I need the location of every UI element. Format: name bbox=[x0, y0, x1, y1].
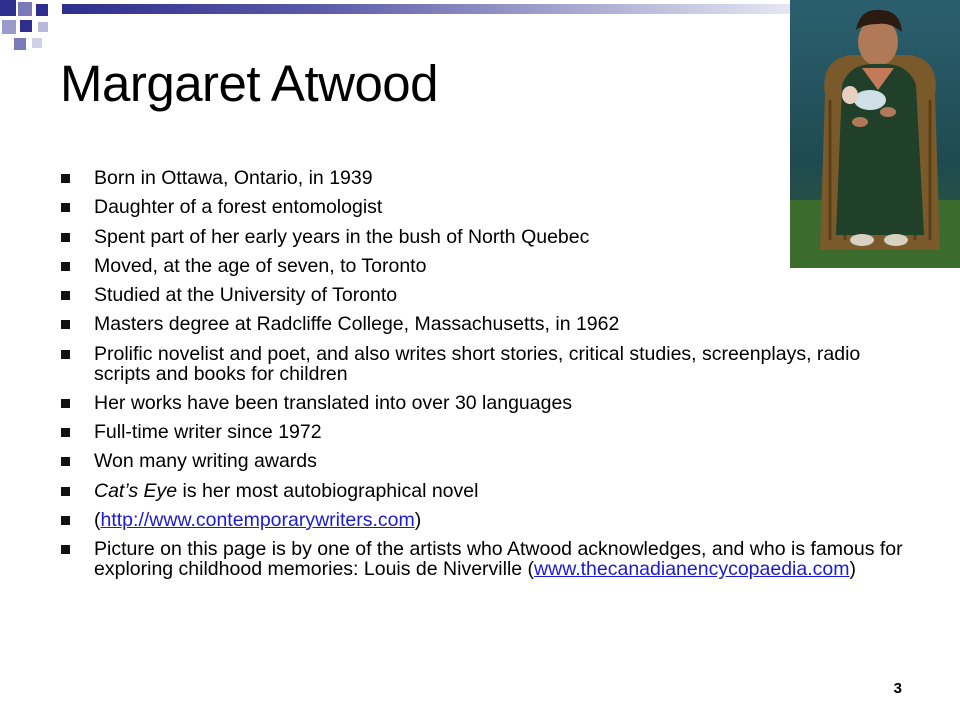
page-number: 3 bbox=[893, 680, 902, 697]
square-bullet-icon bbox=[61, 174, 70, 183]
corner-square-decoration bbox=[2, 20, 16, 34]
corner-square-decoration bbox=[18, 2, 32, 16]
header-rule bbox=[62, 4, 790, 14]
bullet-item bbox=[60, 451, 920, 471]
corner-square-decoration bbox=[0, 0, 16, 16]
square-bullet-icon bbox=[61, 399, 70, 408]
bullet-text: Full-time writer since 1972 bbox=[94, 421, 322, 444]
bullet-text: Moved, at the age of seven, to Toronto bbox=[94, 254, 427, 277]
corner-square-decoration bbox=[38, 22, 48, 32]
bullet-item bbox=[60, 393, 920, 413]
square-bullet-icon bbox=[61, 428, 70, 437]
bullet-item bbox=[60, 481, 920, 501]
bullet-text: Picture on this page is by one of the artists who Atwood acknowledges, and who is famous for exploring childhood memories: Louis de Niverville ( bbox=[94, 538, 903, 581]
bullet-text: Daughter of a forest entomologist bbox=[94, 196, 383, 219]
canadian-encyclopedia-link[interactable]: www.thecanadianencycopaedia.com bbox=[534, 558, 850, 581]
paren-close: ) bbox=[849, 558, 856, 581]
bullet-item bbox=[60, 344, 920, 384]
square-bullet-icon bbox=[61, 545, 70, 554]
corner-square-decoration bbox=[20, 20, 32, 32]
square-bullet-icon bbox=[61, 457, 70, 466]
paren-close: ) bbox=[414, 508, 422, 531]
corner-square-decoration bbox=[36, 4, 48, 16]
bullet-text: Masters degree at Radcliffe College, Massachusetts, in 1962 bbox=[94, 313, 620, 336]
square-bullet-icon bbox=[61, 516, 70, 525]
bullet-item bbox=[60, 168, 920, 188]
slide-title: Margaret Atwood bbox=[60, 55, 439, 112]
bullet-item bbox=[60, 510, 920, 530]
bullet-text: Spent part of her early years in the bush of North Quebec bbox=[94, 225, 590, 248]
book-title: Cat’s Eye bbox=[94, 479, 178, 502]
bullet-item bbox=[60, 539, 920, 579]
bullet-text: Her works have been translated into over 30 languages bbox=[94, 391, 573, 414]
bullet-item bbox=[60, 285, 920, 305]
bullet-item bbox=[60, 314, 920, 334]
corner-square-decoration bbox=[32, 38, 42, 48]
bullet-text: Won many writing awards bbox=[94, 450, 317, 473]
bullet-text: Born in Ottawa, Ontario, in 1939 bbox=[94, 167, 373, 189]
bullet-list bbox=[60, 168, 920, 589]
contemporarywriters-link[interactable]: http://www.contemporarywriters.com bbox=[100, 508, 415, 531]
paren-open: ( bbox=[94, 508, 101, 531]
square-bullet-icon bbox=[61, 203, 70, 212]
bullet-text: Prolific novelist and poet, and also writes short stories, critical studies, screenplays, radio scripts and books for children bbox=[94, 342, 861, 385]
bullet-item bbox=[60, 227, 920, 247]
bullet-text: is her most autobiographical novel bbox=[177, 479, 479, 502]
bullet-item bbox=[60, 256, 920, 276]
bullet-item bbox=[60, 422, 920, 442]
square-bullet-icon bbox=[61, 233, 70, 242]
square-bullet-icon bbox=[61, 487, 70, 496]
square-bullet-icon bbox=[61, 291, 70, 300]
square-bullet-icon bbox=[61, 350, 70, 359]
bullet-text: Studied at the University of Toronto bbox=[94, 284, 398, 307]
square-bullet-icon bbox=[61, 320, 70, 329]
corner-square-decoration bbox=[14, 38, 26, 50]
bullet-item bbox=[60, 197, 920, 217]
square-bullet-icon bbox=[61, 262, 70, 271]
